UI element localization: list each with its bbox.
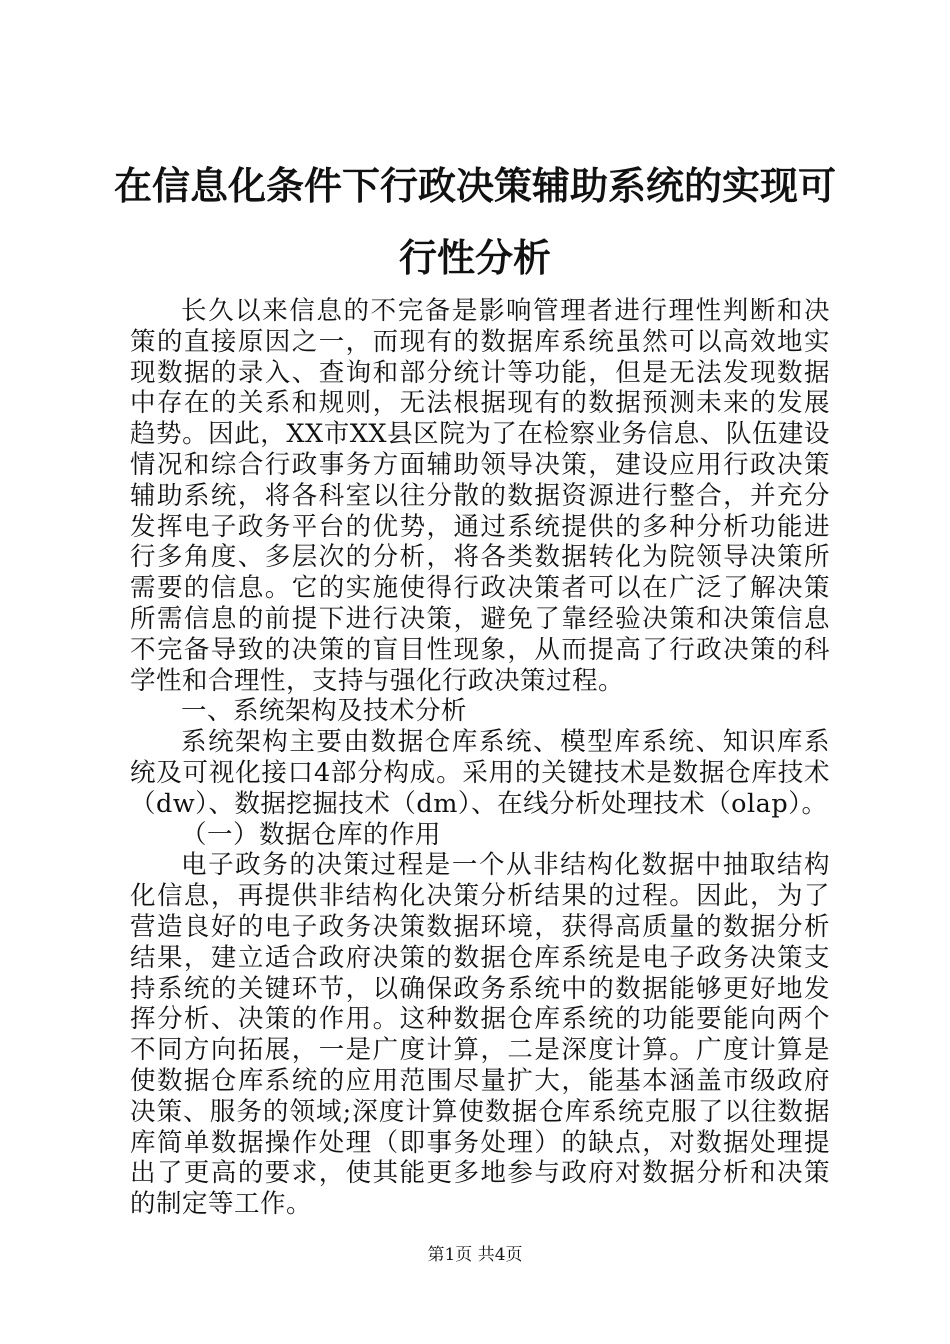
data-warehouse-paragraph: 电子政务的决策过程是一个从非结构化数据中抽取结构化信息，再提供非结构化决策分析结果的过程。因此，为了营造良好的电子政务决策数据环境，获得高质量的数据分析结果，建立适合政府决策的数据仓库系统是电子政务决策支持系统的关键环节，以确保政务系统中的数据能够更好地发挥分析、决策的作用。这种数据仓库系统的功能要能向两个不同方向拓展，一是广度计算，二是深度计算。广度计算是使数据仓库系统的应用范围尽量扩大，能基本涵盖市级政府决策、服务的领域;深度计算使数据仓库系统克服了以往数据库简单数据操作处理（即事务处理）的缺点，对数据处理提出了更高的要求，使其能更多地参与政府对数据分析和决策的制定等工作。 — [130, 850, 830, 1220]
section-heading-architecture: 一、系统架构及技术分析 — [181, 696, 468, 727]
architecture-paragraph: 系统架构主要由数据仓库系统、模型库系统、知识库系统及可视化接口4部分构成。采用的关键技术是数据仓库技术（dw）、数据挖掘技术（dm）、在线分析处理技术（olap）。 — [130, 727, 830, 819]
document-title: 在信息化条件下行政决策辅助系统的实现可行性分析 — [113, 163, 836, 280]
intro-paragraph: 长久以来信息的不完备是影响管理者进行理性判断和决策的直接原因之一，而现有的数据库系统虽然可以高效地实现数据的录入、查询和部分统计等功能，但是无法发现数据中存在的关系和规则，无法根据现有的数据预测未来的发展趋势。因此，XX市XX县区院为了在检察业务信息、队伍建设情况和综合行政事务方面辅助领导决策，建设应用行政决策辅助系统，将各科室以往分散的数据资源进行整合，并充分发挥电子政务平台的优势，通过系统提供的多种分析功能进行多角度、多层次的分析，将各类数据转化为院领导决策所需要的信息。它的实施使得行政决策者可以在广泛了解决策所需信息的前提下进行决策，避免了靠经验决策和决策信息不完备导致的决策的盲目性现象，从而提高了行政决策的科学性和合理性，支持与强化行政决策过程。 — [130, 296, 830, 696]
page-footer: 第1页 共4页 — [427, 1245, 523, 1265]
document-body — [130, 296, 830, 1220]
subsection-heading-data-warehouse: （一）数据仓库的作用 — [181, 819, 442, 850]
